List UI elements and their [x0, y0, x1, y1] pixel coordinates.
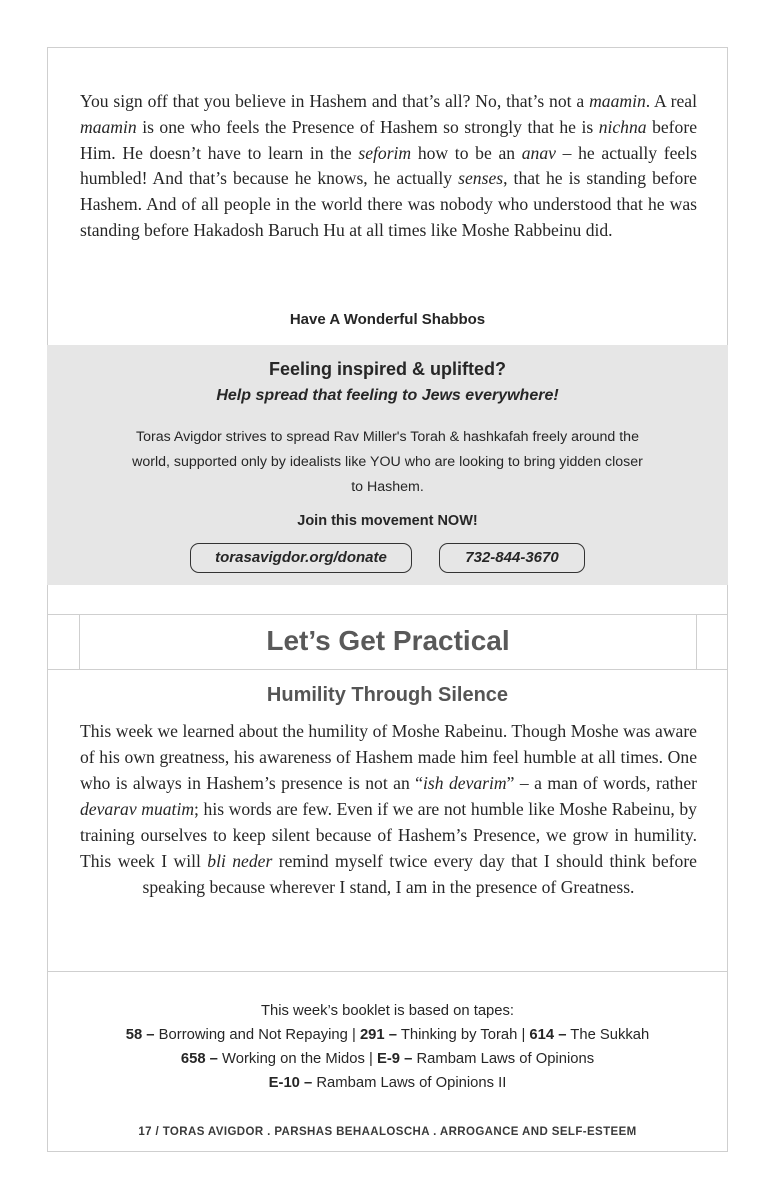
donate-headline: Feeling inspired & uplifted?	[268, 359, 506, 379]
section-divider	[47, 971, 728, 972]
closing-greeting: Have A Wonderful Shabbos	[289, 311, 486, 328]
section-divider	[47, 669, 728, 670]
donate-phone-link[interactable]: 732-844-3670	[439, 543, 585, 573]
donate-panel	[47, 345, 728, 585]
tapes-list	[47, 999, 728, 1095]
donate-body: Toras Avigdor strives to spread Rav Miller's Torah & hashkafah freely around the world, supported only by idealists like YOU who are looking to bring yidden closer to Hashem.	[132, 429, 643, 495]
tapes-heading: This week’s booklet is based on tapes:	[260, 1003, 515, 1019]
donate-subheadline: Help spread that feeling to Jews everywhere!	[216, 387, 559, 404]
donate-url-link[interactable]: torasavigdor.org/donate	[190, 543, 412, 573]
intro-paragraph: You sign off that you believe in Hashem and that’s all? No, that’s not a maamin. A real maamin is one who feels the Presence of Hashem so strongly that he is nichna before Him. He doesn’t have to learn in the seforim how to be an anav – he actually feels humbled! And that’s because he knows, he actually senses, that he is standing before Hashem. And of all people in the world there was nobody who understood that he was standing before Hakadosh Baruch Hu at all times like Moshe Rabbeinu did.	[80, 91, 698, 240]
practical-title: Let’s Get Practical	[79, 615, 697, 670]
tapes-line: 658 – Working on the Midos | E-9 – Rambam Laws of Opinions	[180, 1051, 595, 1067]
practical-paragraph: This week we learned about the humility of Moshe Rabeinu. Though Moshe was aware of his own greatness, his awareness of Hashem made him feel humble at all times. One who is always in Hashem’s presence is not an “ish devarim” – a man of words, rather devarav muatim; his words are few. Even if we are not humble like Moshe Rabeinu, by training ourselves to keep silent because of Hashem’s Presence, we grow in humility. This week I will bli neder remind myself twice every day that I should think before speaking because wherever I stand, I am in the presence of Greatness.	[80, 721, 697, 897]
tapes-line: 58 – Borrowing and Not Repaying | 291 – Thinking by Torah | 614 – The Sukkah	[125, 1027, 650, 1043]
practical-subtitle: Humility Through Silence	[266, 684, 509, 706]
page-footer: 17 / TORAS AVIGDOR . PARSHAS BEHAALOSCHA . ARROGANCE AND SELF-ESTEEM	[138, 1126, 637, 1138]
tapes-line: E-10 – Rambam Laws of Opinions II	[268, 1075, 507, 1091]
donate-join: Join this movement NOW!	[297, 513, 478, 529]
